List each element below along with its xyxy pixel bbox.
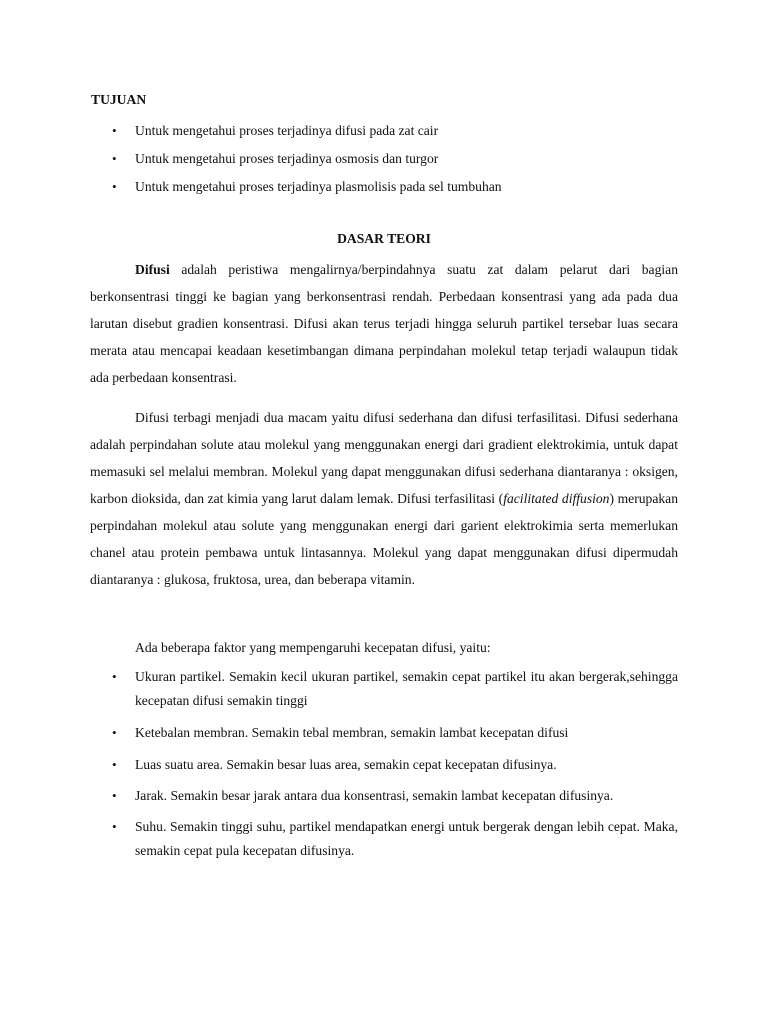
factors-intro: Ada beberapa faktor yang mempengaruhi kecepatan difusi, yaitu: — [135, 640, 491, 655]
paragraph-text: adalah peristiwa mengalirnya/berpindahnya suatu zat dalam pelarut dari bagian berkonsentrasi tinggi ke bagian yang berkonsentrasi rendah. Perbedaan konsentrasi yang ada pada dua larutan disebut gradien konsentrasi. Difusi akan terus terjadi hingga seluruh partikel tersebar luas secara merata atau mencapai keadaan kesetimbangan dimana perpindahan molekul tetap terjadi walaupun tidak ada perbedaan konsentrasi. — [90, 262, 678, 385]
list-item — [0, 784, 768, 815]
paragraph-difusi-definition — [90, 256, 678, 391]
bullet-icon: • — [112, 725, 117, 740]
bullet-icon: • — [112, 123, 117, 138]
paragraph-difusi-types — [90, 404, 678, 593]
term-difusi: Difusi — [135, 262, 170, 277]
bullet-icon: • — [112, 788, 117, 803]
bullet-icon: • — [112, 669, 117, 684]
list-item — [0, 815, 768, 871]
tujuan-item-text: Untuk mengetahui proses terjadinya osmosis dan turgor — [135, 151, 439, 166]
list-item — [0, 150, 768, 178]
factor-text: Suhu. Semakin tinggi suhu, partikel mendapatkan energi untuk bergerak dengan lebih cepat. Maka, semakin cepat pula kecepatan difusinya. — [135, 819, 678, 858]
bullet-icon: • — [112, 819, 117, 834]
paragraph-text: Difusi terbagi menjadi dua macam yaitu difusi sederhana dan difusi terfasilitasi. Difusi sederhana adalah perpindahan solute atau molekul yang menggunakan energi dari gradient elektrokimia, untuk dapat memasuki sel melalui membran. Molekul yang dapat menggunakan difusi sederhana diantaranya : oksigen, karbon dioksida, dan zat kimia yang larut dalam lemak. Difusi terfasilitasi ( — [90, 410, 678, 506]
bullet-icon: • — [112, 757, 117, 772]
dasar-teori-heading: DASAR TEORI — [337, 231, 431, 246]
italic-term: facilitated diffusion — [503, 491, 610, 506]
factor-text: Luas suatu area. Semakin besar luas area, semakin cepat kecepatan difusinya. — [135, 757, 557, 772]
tujuan-heading: TUJUAN — [91, 92, 147, 107]
tujuan-item-text: Untuk mengetahui proses terjadinya plasmolisis pada sel tumbuhan — [135, 179, 502, 194]
list-item — [0, 665, 768, 721]
tujuan-list — [0, 122, 768, 206]
paragraph-text: ) merupakan perpindahan molekul atau solute yang menggunakan energi dari garient elektrokimia serta memerlukan chanel atau protein pembawa untuk lintasannya. Molekul yang dapat menggunakan difusi dipermudah diantaranya : glukosa, fruktosa, urea, dan beberapa vitamin. — [90, 491, 678, 587]
bullet-icon: • — [112, 179, 117, 194]
bullet-icon: • — [112, 151, 117, 166]
factor-text: Ukuran partikel. Semakin kecil ukuran partikel, semakin cepat partikel itu akan bergerak,sehingga kecepatan difusi semakin tinggi — [135, 669, 678, 708]
list-item — [0, 721, 768, 753]
list-item — [0, 753, 768, 784]
factor-text: Jarak. Semakin besar jarak antara dua konsentrasi, semakin lambat kecepatan difusinya. — [135, 788, 614, 803]
tujuan-item-text: Untuk mengetahui proses terjadinya difusi pada zat cair — [135, 123, 439, 138]
factors-list — [0, 665, 768, 871]
list-item — [0, 178, 768, 206]
factor-text: Ketebalan membran. Semakin tebal membran, semakin lambat kecepatan difusi — [135, 725, 569, 740]
list-item — [0, 122, 768, 150]
